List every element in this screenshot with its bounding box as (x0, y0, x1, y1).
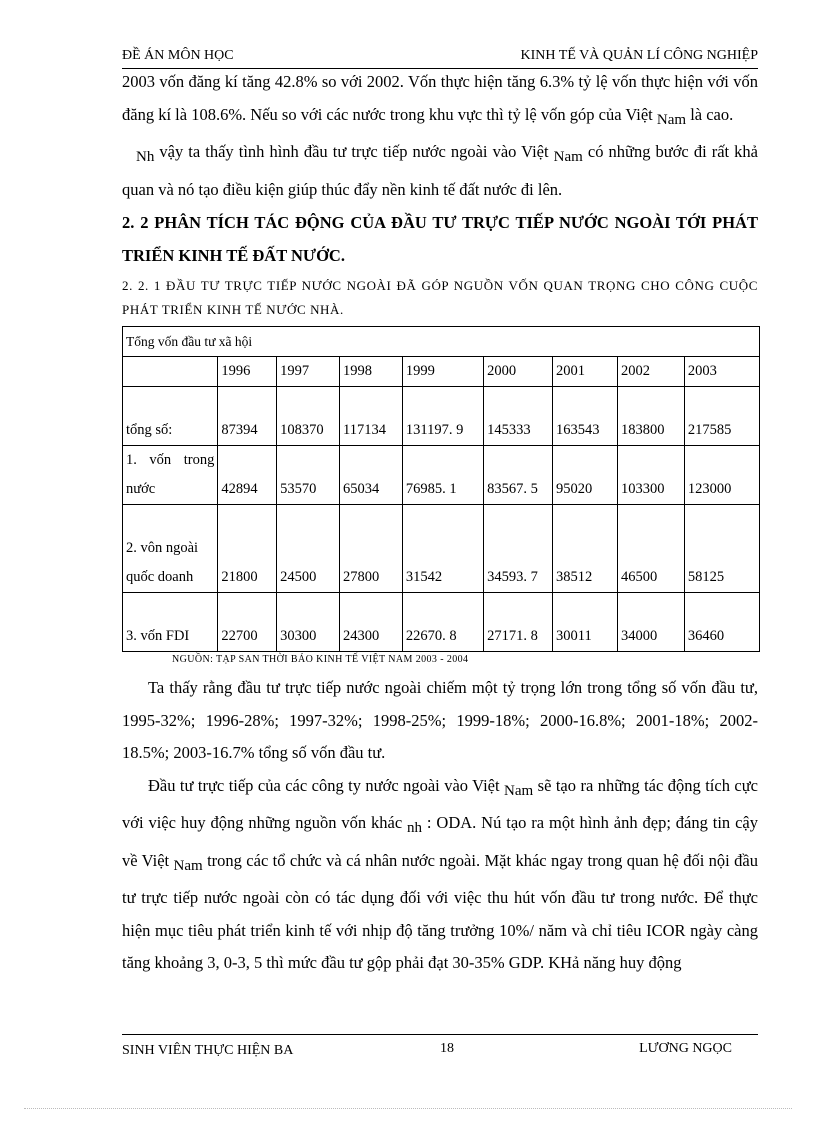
table-title: Tổng vốn đầu tư xã hội (123, 327, 760, 357)
table-cell: 21800 (218, 505, 277, 593)
page-footer (122, 1034, 758, 1058)
table-source-note: NGUỒN: TẠP SAN THỜI BÁO KINH TẾ VIỆT NAM 2003 - 2004 (172, 654, 469, 665)
footer-student: SINH VIÊN THỰC HIỆN BA (122, 1043, 294, 1058)
table-cell: 34000 (617, 593, 684, 652)
paragraph-4-text-d: trong các tổ chức và cá nhân nước ngoài. Mặt khác ngay trong quan hệ đối nội đầu tư trực tiếp nước ngoài còn có tác dụng đối với việc thu hút vốn đầu tư trong nước. Để thực hiện mục tiêu phát triển kinh tế với nhịp độ tăng trưởng 10%/ năm và chỉ tiêu ICOR ngày càng tăng khoảng 3, 0-3, 5 thì mức đầu tư gộp phải đạt 30-35% GDP. KHả năng huy động (122, 850, 758, 972)
table-cell: 95020 (553, 446, 618, 505)
table-cell: 22670. 8 (402, 593, 483, 652)
paragraph-2-text: vậy ta thấy tình hình đầu tư trực tiếp nước ngoài vào Việt (154, 142, 554, 161)
table-cell: 24300 (340, 593, 403, 652)
investment-table (122, 326, 760, 652)
year-cell: 2001 (553, 357, 618, 387)
page-number: 18 (440, 1041, 454, 1056)
document-body (122, 66, 758, 980)
table-cell: 27171. 8 (484, 593, 553, 652)
row-label: 2. vôn ngoài quốc doanh (123, 505, 218, 593)
paragraph-4-text-a: Đầu tư trực tiếp của các công ty nước ngoài vào Việt (148, 775, 505, 795)
table-cell: 83567. 5 (484, 446, 553, 505)
paragraph-2-sub2: Nam (553, 149, 583, 165)
row-label: 1. vốn trong nước (123, 446, 218, 505)
table-cell: 145333 (484, 387, 553, 446)
table-cell: 34593. 7 (484, 505, 553, 593)
table-cell: 76985. 1 (402, 446, 483, 505)
table-cell: 123000 (684, 446, 759, 505)
header-subject: KINH TẾ VÀ QUẢN LÍ CÔNG NGHIỆP (520, 48, 758, 63)
table-cell: 31542 (402, 505, 483, 593)
paragraph-1 (122, 66, 758, 136)
paragraph-3: Ta thấy rằng đầu tư trực tiếp nước ngoài chiếm một tỷ trọng lớn trong tổng số vốn đầu tư, 1995-32%; 1996-28%; 1997-32%; 1998-25%; 1999-18%; 2000-16.8%; 2001-18%; 2002-18.5%; 2003-16.7% tổng số vốn đầu tư. (122, 678, 758, 762)
table-cell: 65034 (340, 446, 403, 505)
page-bottom-divider (24, 1108, 792, 1109)
table-cell: 117134 (340, 387, 403, 446)
table-cell: 131197. 9 (402, 387, 483, 446)
table-cell: 27800 (340, 505, 403, 593)
paragraph-2 (122, 136, 758, 206)
table-cell: 53570 (277, 446, 340, 505)
table-corner-cell (123, 357, 218, 387)
paragraph-1-sub: Nam (656, 111, 687, 128)
table-cell: 87394 (218, 387, 277, 446)
table-title-row (123, 327, 760, 357)
year-cell: 1998 (340, 357, 403, 387)
year-cell: 1996 (218, 357, 277, 387)
year-cell: 2003 (684, 357, 759, 387)
table-cell: 217585 (684, 387, 759, 446)
paragraph-4 (122, 770, 758, 980)
table-cell: 58125 (684, 505, 759, 593)
table-cell: 36460 (684, 593, 759, 652)
paragraph-4-sub3: Nam (173, 857, 203, 874)
table-cell: 30300 (277, 593, 340, 652)
paragraph-1-end: là cao. (686, 104, 734, 124)
paragraph-2-sub: Nh (136, 149, 155, 165)
table-cell: 38512 (553, 505, 618, 593)
table-cell: 103300 (617, 446, 684, 505)
table-cell: 163543 (553, 387, 618, 446)
year-cell: 1997 (277, 357, 340, 387)
paragraph-1-text: 2003 vốn đăng kí tăng 42.8% so với 2002. Vốn thực hiện tăng 6.3% tỷ lệ vốn thực hiện với vốn đăng kí là 108.6%. Nếu so với các nước trong khu vực thì tỷ lệ vốn góp của Việt (122, 72, 758, 124)
table-cell: 22700 (218, 593, 277, 652)
table-cell: 42894 (218, 446, 277, 505)
year-cell: 2002 (617, 357, 684, 387)
table-row (123, 505, 760, 593)
row-label: tổng số: (123, 387, 218, 446)
subsection-heading: 2. 2. 1 ĐẦU TƯ TRỰC TIẾP NƯỚC NGOÀI ĐÃ GÓP NGUỒN VỐN QUAN TRỌNG CHO CÔNG CUỘC PHÁT TRIỂN KINH TẾ NƯỚC NHÀ. (122, 278, 758, 317)
table-cell: 24500 (277, 505, 340, 593)
row-label: 3. vốn FDI (123, 593, 218, 652)
table-cell: 183800 (617, 387, 684, 446)
year-cell: 1999 (402, 357, 483, 387)
year-cell: 2000 (484, 357, 553, 387)
section-heading: 2. 2 PHÂN TÍCH TÁC ĐỘNG CỦA ĐẦU TƯ TRỰC TIẾP NƯỚC NGOÀI TỚI PHÁT TRIỂN KINH TẾ ĐẤT NƯỚC. (122, 213, 758, 265)
header-course: ĐỀ ÁN MÔN HỌC (122, 48, 234, 63)
paragraph-4-sub1: Nam (504, 782, 534, 799)
table-row (123, 446, 760, 505)
table-cell: 46500 (617, 505, 684, 593)
footer-author: LƯƠNG NGỌC (639, 1041, 732, 1056)
table-cell: 108370 (277, 387, 340, 446)
table-year-row (123, 357, 760, 387)
paragraph-4-text-c: : ODA. Nú tạo ra một hình ảnh đẹp; đáng tin cậy về Việt (122, 813, 758, 870)
paragraph-2-end: có những bước đi rất khả quan và nó tạo điều kiện giúp thúc đẩy nền kinh tế đất nước đi lên. (122, 142, 759, 199)
table-row (123, 593, 760, 652)
paragraph-4-sub2: nh (407, 820, 423, 836)
table-row (123, 387, 760, 446)
table-cell: 30011 (553, 593, 618, 652)
paragraph-4-text-b: sẽ tạo ra những tác động tích cực với việc huy động những nguồn vốn khác (122, 775, 758, 832)
